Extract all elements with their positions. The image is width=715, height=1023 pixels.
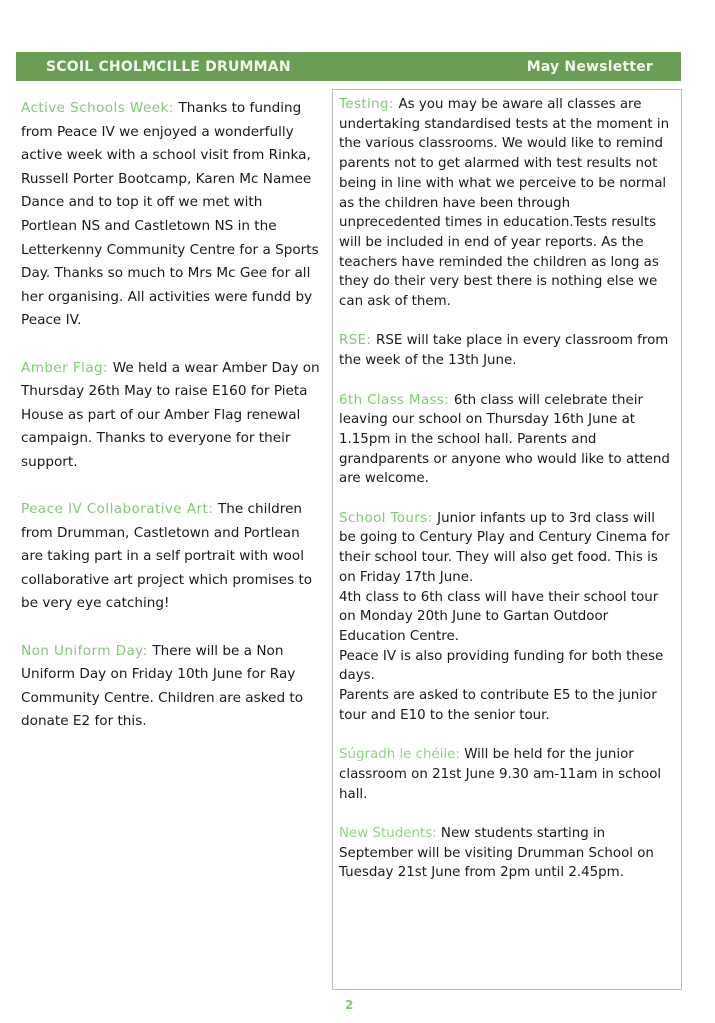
- section-heading: Súgradh le chéile:: [339, 747, 465, 763]
- section-body: RSE will take place in every classroom from the week of the 13th June.: [339, 333, 669, 369]
- section-body: Thanks to funding from Peace IV we enjoyed a wonderfully active week with a school visit from Rinka, Russell Porter Bootcamp, Karen Mc Namee Dance and to top it off we met with Portlean NS and Castletown NS in the Letterkenny Community Centre for a Sports Day. Thanks so much to Mrs Mc Gee for all her organising. All activities were fundd by Peace IV.: [21, 100, 319, 329]
- section-heading: Active Schools Week:: [21, 100, 179, 116]
- section-testing: [339, 95, 675, 312]
- section-heading: Testing:: [339, 97, 399, 112]
- section-body: As you may be aware all classes are undertaking standardised tests at the moment in the various classrooms. We would like to remind parents not to get alarmed with test results not being in line with what we perceive to be normal as the children have been through unprecedented times in education.Tests results will be included in end of year reports. As the teachers have reminded the children as long as they do their very best there is nothing else we can ask of them.: [339, 97, 670, 310]
- section-heading: Amber Flag:: [21, 359, 113, 376]
- newsletter-issue: May Newsletter: [526, 58, 653, 75]
- section-body-line: 4th class to 6th class will have their school tour on Monday 20th June to Gartan Outdoor Education Centre.: [339, 589, 659, 644]
- section-heading: New Students:: [339, 825, 441, 841]
- newsletter-header: [16, 52, 681, 81]
- section-heading: Peace IV Collaborative Art:: [21, 501, 218, 518]
- page-number: 2: [345, 998, 354, 1012]
- section-new-students: [339, 824, 675, 883]
- section-body: There will be a Non Uniform Day on Friday 10th June for Ray Community Centre. Children are asked to donate E2 for this.: [21, 642, 304, 730]
- school-name: SCOIL CHOLMCILLE DRUMMAN: [46, 58, 291, 75]
- left-column: [21, 97, 321, 758]
- section-amber-flag: [21, 357, 321, 475]
- section-body: 6th class will celebrate their leaving our school on Thursday 16th June at 1.15pm in the school hall. Parents and grandparents or anyone who would like to attend are welcome.: [339, 392, 670, 487]
- section-active-schools-week: [21, 97, 321, 333]
- section-collaborative-art: [21, 498, 321, 616]
- section-body-line: Peace IV is also providing funding for both these days.: [339, 648, 664, 684]
- section-body-line: Parents are asked to contribute E5 to the junior tour and E10 to the senior tour.: [339, 688, 657, 723]
- section-rse: [339, 331, 675, 370]
- section-body: We held a wear Amber Day on Thursday 26th May to raise E160 for Pieta House as part of our Amber Flag renewal campaign. Thanks to everyone for their support.: [21, 359, 320, 470]
- section-body: New students starting in September will be visiting Drumman School on Tuesday 21st June from 2pm until 2.45pm.: [339, 825, 654, 881]
- section-heading: 6th Class Mass:: [339, 392, 454, 408]
- section-6th-class-mass: [339, 391, 675, 490]
- right-column-box: [332, 89, 682, 990]
- section-heading: Non Uniform Day:: [21, 642, 153, 659]
- section-body: The children from Drumman, Castletown and Portlean are taking part in a self portrait with wool collaborative art project which promises to be very eye catching!: [21, 501, 313, 612]
- section-non-uniform-day: [21, 640, 321, 734]
- section-body: Junior infants up to 3rd class will be going to Century Play and Century Cinema for their school tour. They will also get food. This is on Friday 17th June.: [339, 510, 670, 585]
- section-heading: RSE:: [339, 333, 377, 349]
- section-heading: School Tours:: [339, 510, 438, 526]
- section-body: Will be held for the junior classroom on 21st June 9.30 am-11am in school hall.: [339, 747, 662, 802]
- section-school-tours: [339, 509, 675, 726]
- section-sugradh-le-cheile: [339, 745, 675, 804]
